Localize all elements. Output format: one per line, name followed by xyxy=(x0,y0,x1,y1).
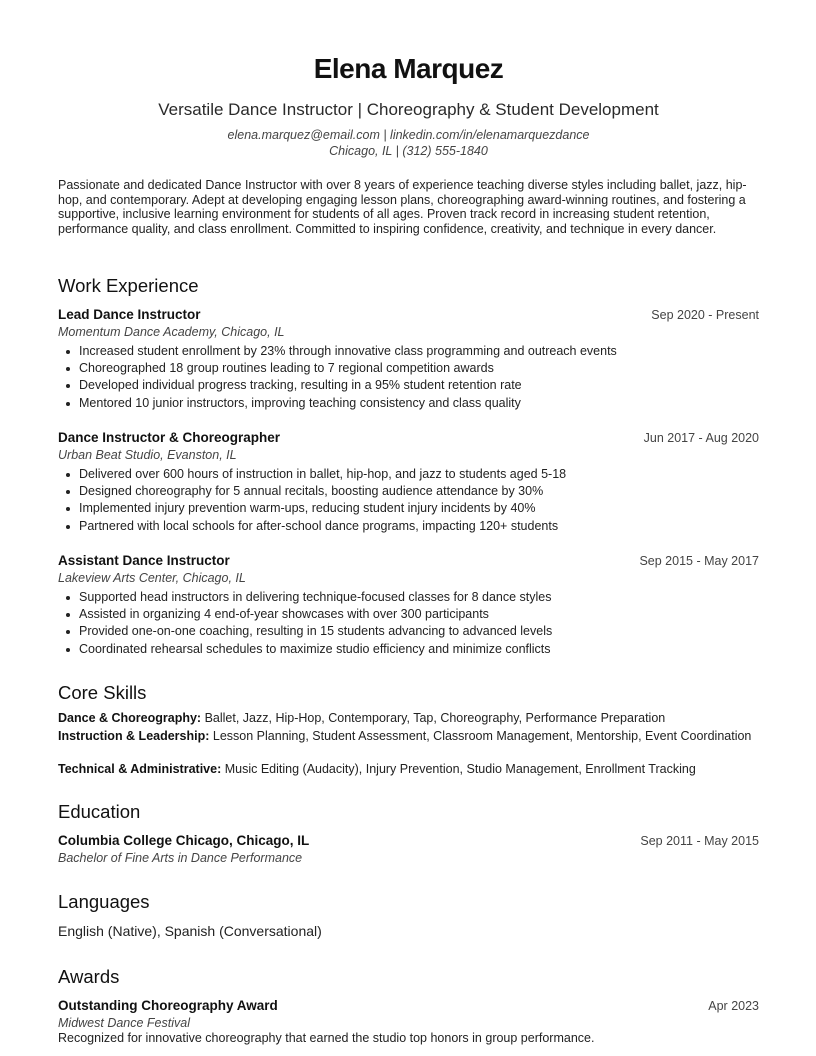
skill-category-label: Technical & Administrative: xyxy=(58,762,222,776)
contact-location-phone: Chicago, IL | (312) 555-1840 xyxy=(329,144,488,158)
job-bullet: Implemented injury prevention warm-ups, reducing student injury incidents by 40% xyxy=(79,500,759,517)
skill-row xyxy=(58,729,759,744)
job-bullet: Choreographed 18 group routines leading to 7 regional competition awards xyxy=(79,360,759,377)
job-bullet: Developed individual progress tracking, resulting in a 95% student retention rate xyxy=(79,377,759,394)
candidate-name: Elena Marquez xyxy=(313,53,504,84)
job-organization: Urban Beat Studio, Evanston, IL xyxy=(58,448,237,462)
job-bullet: Mentored 10 junior instructors, improving teaching consistency and class quality xyxy=(79,395,759,412)
award-name: Outstanding Choreography Award xyxy=(58,998,278,1013)
skill-category-label: Dance & Choreography: xyxy=(58,711,202,725)
job-organization: Momentum Dance Academy, Chicago, IL xyxy=(58,325,285,339)
job-dates: Jun 2017 - Aug 2020 xyxy=(643,431,759,445)
section-title-core-skills: Core Skills xyxy=(58,682,147,703)
job-bullet: Delivered over 600 hours of instruction in ballet, hip-hop, and jazz to students aged 5-18 xyxy=(79,466,759,483)
award-date: Apr 2023 xyxy=(708,999,759,1013)
education-dates: Sep 2011 - May 2015 xyxy=(640,834,759,848)
award-organization: Midwest Dance Festival xyxy=(58,1016,190,1030)
education-school: Columbia College Chicago, Chicago, IL xyxy=(58,833,310,848)
job-dates: Sep 2015 - May 2017 xyxy=(639,554,759,568)
job-bullets xyxy=(58,589,759,658)
job-bullets xyxy=(58,466,759,535)
job-bullet: Supported head instructors in delivering technique-focused classes for 8 dance styles xyxy=(79,589,759,606)
job-bullet: Coordinated rehearsal schedules to maximize studio efficiency and minimize conflicts xyxy=(79,641,759,658)
section-title-work-experience: Work Experience xyxy=(58,275,199,296)
skill-row xyxy=(58,762,759,777)
job-title: Lead Dance Instructor xyxy=(58,307,201,322)
skill-category-label: Instruction & Leadership: xyxy=(58,729,210,743)
job-bullet: Increased student enrollment by 23% through innovative class programming and outreach events xyxy=(79,343,759,360)
job-organization: Lakeview Arts Center, Chicago, IL xyxy=(58,571,246,585)
skill-category-value: Lesson Planning, Student Assessment, Classroom Management, Mentorship, Event Coordination xyxy=(212,729,752,743)
job-bullet: Designed choreography for 5 annual recitals, boosting audience attendance by 30% xyxy=(79,483,759,500)
professional-summary: Passionate and dedicated Dance Instructor with over 8 years of experience teaching diverse styles including ballet, jazz, hip-hop, and contemporary. Adept at developing engaging lesson plans, choreographing award-winning routines, and fostering a supportive, inclusive learning environment for students of all ages. Proven track record in increasing student retention, performance quality, and class enrollment. Committed to inspiring confidence, creativity, and technique in every dancer. xyxy=(58,178,747,236)
job-title: Assistant Dance Instructor xyxy=(58,553,230,568)
section-title-education: Education xyxy=(58,801,141,822)
job-bullet: Assisted in organizing 4 end-of-year showcases with over 300 participants xyxy=(79,606,759,623)
job-dates: Sep 2020 - Present xyxy=(651,308,759,322)
job-bullet: Provided one-on-one coaching, resulting in 15 students advancing to advanced levels xyxy=(79,623,759,640)
candidate-tagline: Versatile Dance Instructor | Choreography & Student Development xyxy=(158,100,659,119)
contact-email-linkedin: elena.marquez@email.com | linkedin.com/in/elenamarquezdance xyxy=(227,128,590,142)
section-title-languages: Languages xyxy=(58,891,150,912)
job-title: Dance Instructor & Choreographer xyxy=(58,430,281,445)
education-degree: Bachelor of Fine Arts in Dance Performance xyxy=(58,851,303,865)
job-bullet: Partnered with local schools for after-school dance programs, impacting 120+ students xyxy=(79,518,759,535)
job-bullets xyxy=(58,343,759,412)
award-description: Recognized for innovative choreography that earned the studio top honors in group performance. xyxy=(58,1031,595,1045)
skill-row xyxy=(58,711,759,726)
languages-list: English (Native), Spanish (Conversational) xyxy=(58,923,322,939)
section-title-awards: Awards xyxy=(58,966,120,987)
skill-category-value: Ballet, Jazz, Hip-Hop, Contemporary, Tap, Choreography, Performance Preparation xyxy=(204,711,666,725)
skill-category-value: Music Editing (Audacity), Injury Prevention, Studio Management, Enrollment Tracking xyxy=(224,762,696,776)
